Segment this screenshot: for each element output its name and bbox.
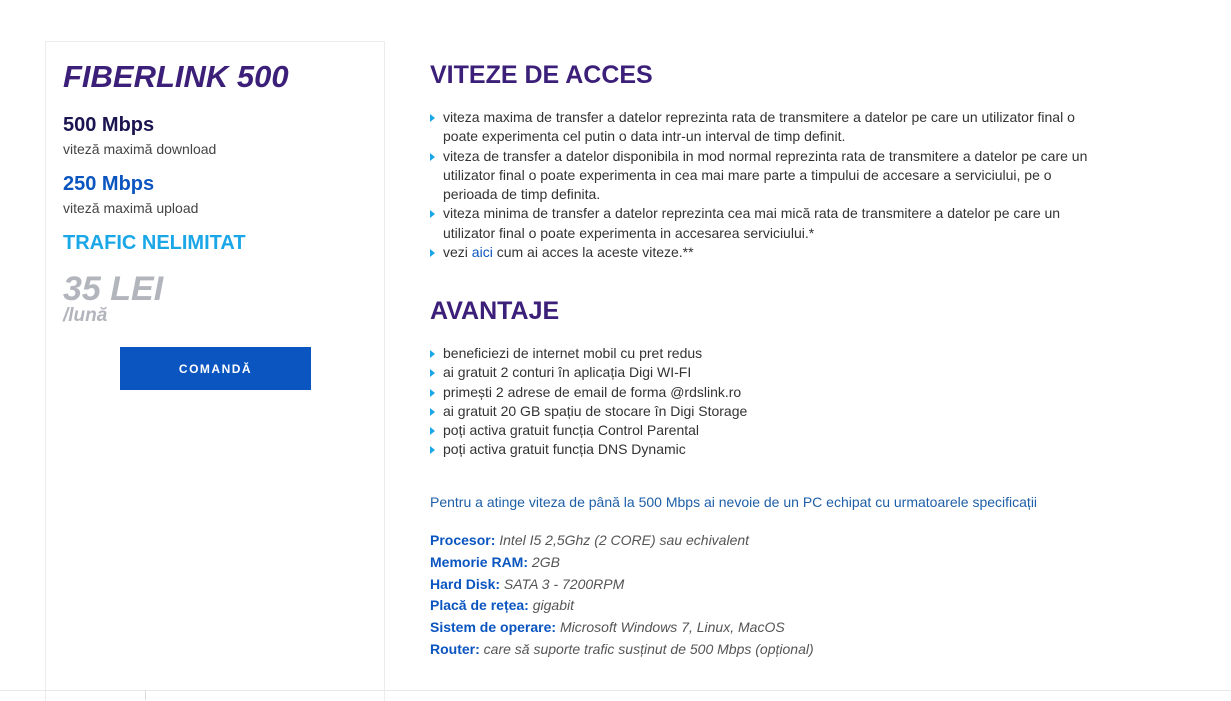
spec-label: Sistem de operare:	[430, 619, 557, 636]
spec-label: Placă de rețea:	[430, 597, 529, 614]
spec-value: SATA 3 - 7200RPM	[503, 575, 625, 592]
bullet-triangle-icon	[430, 249, 435, 257]
spec-row	[430, 530, 814, 552]
list-item	[430, 383, 1100, 402]
spec-row	[430, 552, 814, 574]
item-text: poți activa gratuit funcția Control Parental	[443, 422, 700, 439]
item-text: viteza maxima de transfer a datelor reprezinta rata de transmitere a datelor pe care un utilizator final o poate experimenta cel putin o data intr-un interval de timp definit.	[443, 109, 1075, 145]
bullet-triangle-icon	[430, 114, 435, 122]
benefits-heading: AVANTAJE	[430, 297, 560, 325]
bullet-triangle-icon	[430, 153, 435, 161]
spec-value: gigabit	[532, 597, 574, 614]
spec-value: care să suporte trafic susținut de 500 Mbps (opțional)	[483, 640, 814, 657]
access-heading: VITEZE DE ACCES	[430, 61, 653, 89]
bullet-triangle-icon	[430, 408, 435, 416]
traffic-label: TRAFIC NELIMITAT	[63, 232, 246, 254]
bullet-triangle-icon	[430, 389, 435, 397]
list-item	[430, 204, 1100, 243]
here-link[interactable]: aici	[471, 244, 493, 261]
spec-row	[430, 639, 814, 661]
spec-row	[430, 617, 814, 639]
upload-speed: 250 Mbps	[63, 173, 155, 195]
list-item	[430, 440, 1100, 459]
spec-row	[430, 574, 814, 596]
spec-label: Procesor:	[430, 532, 496, 548]
plan-card	[45, 41, 385, 701]
item-text: vezi	[443, 244, 472, 261]
bullet-triangle-icon	[430, 369, 435, 377]
bullet-triangle-icon	[430, 446, 435, 454]
bullet-triangle-icon	[430, 350, 435, 358]
download-label: viteză maximă download	[63, 141, 217, 157]
plan-title: FIBERLINK 500	[63, 59, 289, 94]
upload-label: viteză maximă upload	[63, 200, 199, 216]
spec-value: 2GB	[531, 553, 560, 570]
spec-label: Router:	[430, 640, 480, 657]
item-text: poți activa gratuit funcția DNS Dynamic	[443, 441, 686, 458]
item-text: viteza minima de transfer a datelor reprezinta cea mai mică rata de transmitere a datelor pe care un utilizator final o poate experimenta in accesarea serviciului.*	[443, 205, 1061, 241]
item-text: primești 2 adrese de email de forma @rdslink.ro	[443, 383, 742, 400]
item-text: cum ai acces la aceste viteze.**	[492, 244, 694, 261]
bullet-triangle-icon	[430, 427, 435, 435]
bullet-triangle-icon	[430, 210, 435, 218]
download-speed: 500 Mbps	[63, 114, 155, 136]
item-text: beneficiezi de internet mobil cu pret redus	[443, 345, 703, 361]
list-item	[430, 344, 1100, 363]
divider-tick	[145, 690, 146, 700]
spec-label: Memorie RAM:	[430, 553, 529, 570]
access-list	[430, 108, 1100, 262]
list-item	[430, 421, 1100, 440]
benefits-list	[430, 344, 1100, 460]
spec-value: Intel I5 2,5Ghz (2 CORE) sau echivalent	[499, 532, 750, 548]
list-item	[430, 147, 1100, 205]
spec-list	[430, 530, 814, 661]
item-text: ai gratuit 20 GB spațiu de stocare în Digi Storage	[443, 402, 748, 419]
list-item	[430, 108, 1100, 147]
list-item	[430, 402, 1100, 421]
spec-value: Microsoft Windows 7, Linux, MacOS	[559, 619, 785, 636]
bottom-divider	[0, 690, 1231, 691]
item-text: viteza de transfer a datelor disponibila in mod normal reprezinta rata de transmitere a datelor pe care un utilizator final o poate experimenta in cea mai mare parte a timpului de accesare a serviciului, pe o perioada de timp definita.	[443, 147, 1088, 203]
price: 35 LEI	[63, 270, 164, 308]
price-period: /lună	[63, 305, 108, 326]
spec-label: Hard Disk:	[430, 575, 501, 592]
list-item	[430, 243, 1100, 262]
spec-row	[430, 595, 814, 617]
order-button[interactable]: COMANDĂ	[120, 347, 311, 390]
requirements-intro: Pentru a atinge viteza de până la 500 Mbps ai nevoie de un PC echipat cu urmatoarele specificații	[430, 494, 1038, 510]
list-item	[430, 363, 1100, 382]
item-text: ai gratuit 2 conturi în aplicația Digi WI-FI	[443, 364, 692, 381]
